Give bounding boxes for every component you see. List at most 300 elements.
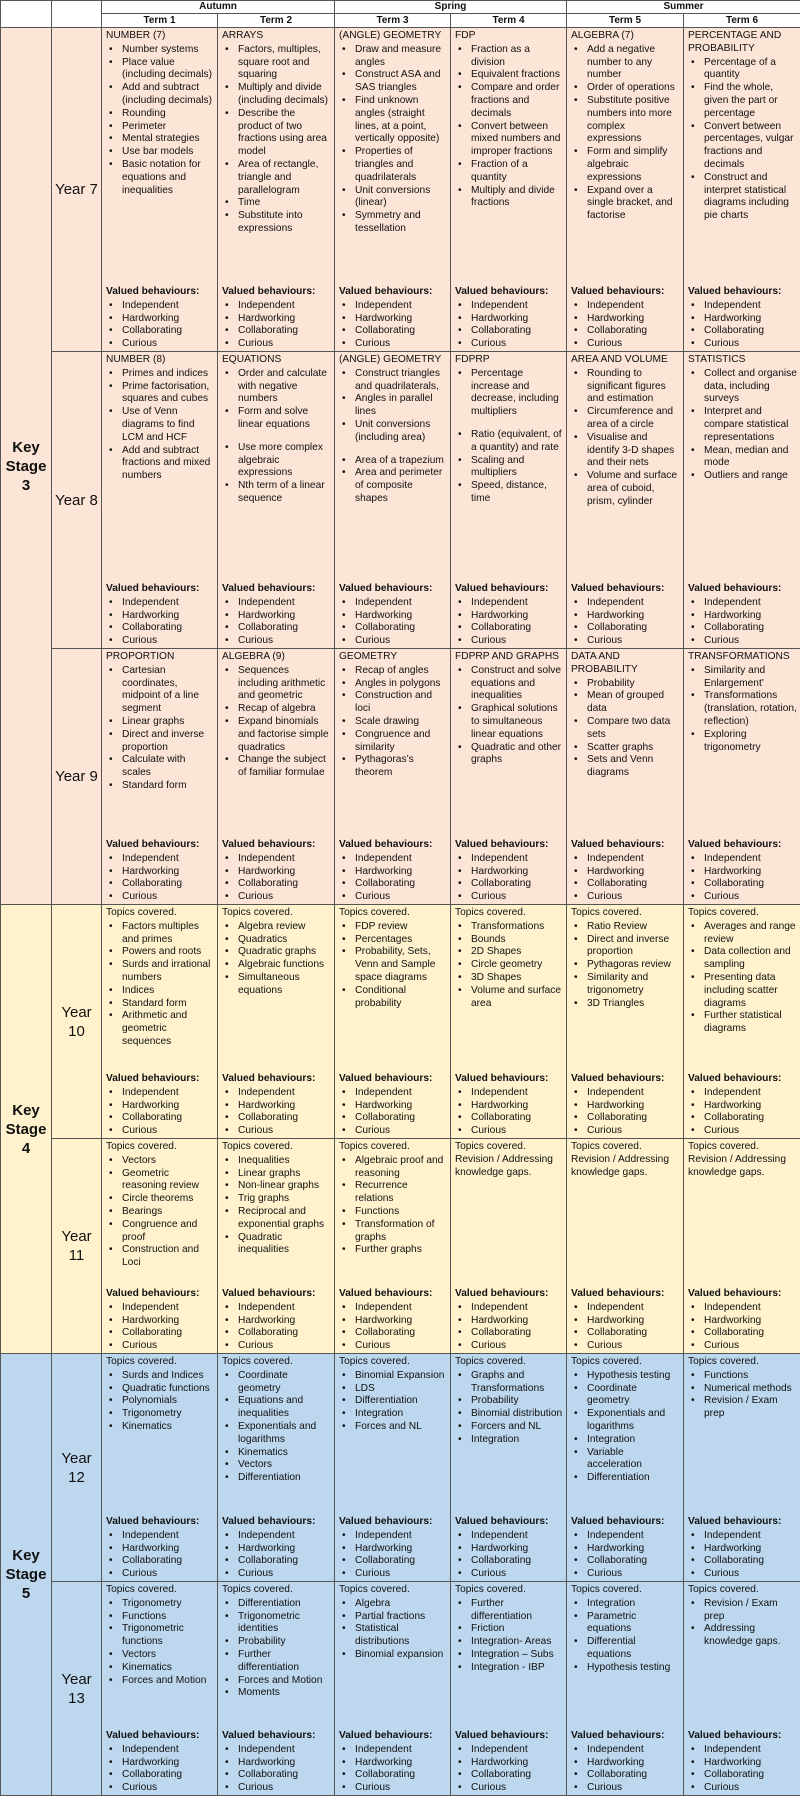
topic-list [571, 921, 680, 1011]
valued-behaviours-title: Valued behaviours: [339, 1288, 447, 1301]
valued-behaviours-list [688, 300, 797, 351]
topic-list [688, 665, 797, 755]
valued-behaviour-item: • Hardworking [471, 610, 563, 623]
topic-item: • Order of operations [587, 82, 680, 95]
topic-item: • Mean of grouped data [587, 690, 680, 716]
valued-behaviours-title: Valued behaviours: [571, 1288, 680, 1301]
valued-behaviour-item: • Collaborating [704, 1769, 797, 1782]
valued-behaviours-list [455, 1302, 563, 1353]
topic-item: • Construct ASA and SAS triangles [355, 69, 447, 95]
topic-list [339, 44, 447, 236]
valued-behaviours [106, 1516, 214, 1581]
valued-behaviour-item: • Collaborating [238, 1327, 331, 1340]
topic-item: • Recap of algebra [238, 703, 331, 716]
valued-behaviour-item: • Independent [471, 300, 563, 313]
valued-behaviours-list [455, 853, 563, 904]
valued-behaviour-item: • Curious [587, 1568, 680, 1581]
valued-behaviour-item: • Curious [122, 1125, 214, 1138]
valued-behaviours [339, 1730, 447, 1795]
topic-item: • Mental strategies [122, 133, 214, 146]
topic-item: • Basic notation for equations and inequalities [122, 159, 214, 197]
topic-list [455, 665, 563, 767]
term-cell [218, 1354, 335, 1582]
topic-item: • Symmetry and tessellation [355, 210, 447, 236]
topic-item: • Find unknown angles (straight lines, at a point, vertically opposite) [355, 95, 447, 146]
valued-behaviour-item: • Independent [587, 1530, 680, 1543]
topic-title: Topics covered. [455, 907, 563, 920]
valued-behaviours-title: Valued behaviours: [571, 1516, 680, 1529]
topic-item: • Find the whole, given the part or percentage [704, 82, 797, 120]
topic-item: • Bearings [122, 1206, 214, 1219]
topic-list [106, 44, 214, 198]
valued-behaviour-item: • Collaborating [355, 325, 447, 338]
valued-behaviour-item: • Independent [587, 597, 680, 610]
topic-item: • Revision / Exam prep [704, 1395, 797, 1421]
term-header-row [1, 14, 800, 28]
topic-title: Topics covered. [571, 907, 680, 920]
valued-behaviours-title: Valued behaviours: [688, 583, 797, 596]
topic-list [455, 1370, 563, 1447]
topic-item: • Similarity and Enlargement’ [704, 665, 797, 691]
topic-list [106, 1370, 214, 1434]
valued-behaviours-title: Valued behaviours: [106, 1073, 214, 1086]
topic-item: • Kinematics [238, 1447, 331, 1460]
valued-behaviour-item: • Hardworking [238, 1757, 331, 1770]
valued-behaviours [688, 1288, 797, 1353]
valued-behaviours [106, 839, 214, 904]
topic-item: • Recurrence relations [355, 1180, 447, 1206]
topic-item: • Rounding [122, 108, 214, 121]
valued-behaviour-item: • Hardworking [355, 1543, 447, 1556]
valued-behaviour-item: • Independent [238, 1302, 331, 1315]
valued-behaviour-item: • Collaborating [355, 1327, 447, 1340]
valued-behaviours [106, 1288, 214, 1353]
season-summer: Summer [567, 1, 800, 14]
valued-behaviours-title: Valued behaviours: [688, 1516, 797, 1529]
topic-item: • Fraction as a division [471, 44, 563, 70]
term-cell [102, 1582, 218, 1796]
valued-behaviour-item: • Collaborating [355, 1555, 447, 1568]
valued-behaviour-item: • Curious [704, 1125, 797, 1138]
valued-behaviours [106, 1073, 214, 1138]
topic-title: FDP [455, 30, 563, 43]
key-stage-label: Key Stage 4 [1, 905, 52, 1354]
topic-item: • Vectors [122, 1155, 214, 1168]
topic-item: • Indices [122, 985, 214, 998]
topic-item: • Differentiation [355, 1395, 447, 1408]
topic-item: • Equivalent fractions [471, 69, 563, 82]
valued-behaviour-item: • Curious [122, 1782, 214, 1795]
valued-behaviours [339, 839, 447, 904]
topic-list [222, 1598, 331, 1700]
topic-item: • Collect and organise data, including surveys [704, 368, 797, 406]
valued-behaviour-item: • Curious [471, 1568, 563, 1581]
topic-title: FDPRP AND GRAPHS [455, 651, 563, 664]
topic-item: • Forcers and NL [471, 1421, 563, 1434]
valued-behaviour-item: • Independent [587, 1087, 680, 1100]
topic-item: • Time [238, 197, 331, 210]
topic-item: • Trigonometric functions [122, 1623, 214, 1649]
topic-item: • FDP review [355, 921, 447, 934]
valued-behaviour-item: • Curious [238, 1782, 331, 1795]
topic-title: EQUATIONS [222, 354, 331, 367]
valued-behaviours-list [688, 1744, 797, 1795]
topic-list [106, 1598, 214, 1688]
valued-behaviour-item: • Independent [122, 1087, 214, 1100]
valued-behaviour-item: • Curious [122, 891, 214, 904]
valued-behaviour-item: • Independent [238, 853, 331, 866]
valued-behaviours [571, 839, 680, 904]
valued-behaviours-list [222, 1744, 331, 1795]
valued-behaviour-item: • Curious [355, 1340, 447, 1353]
topic-item: • Place value (including decimals) [122, 57, 214, 83]
valued-behaviours [222, 1073, 331, 1138]
topic-list [339, 368, 447, 506]
term-cell [684, 649, 800, 905]
topic-title: Topics covered. [455, 1356, 563, 1369]
term-cell [451, 352, 567, 649]
valued-behaviours [455, 583, 563, 648]
valued-behaviour-item: • Hardworking [587, 1100, 680, 1113]
term-cell [218, 352, 335, 649]
valued-behaviours-list [106, 1087, 214, 1138]
topic-item: • Differentiation [587, 1472, 680, 1485]
term-cell [218, 905, 335, 1139]
valued-behaviours-title: Valued behaviours: [455, 1730, 563, 1743]
valued-behaviours-list [455, 1744, 563, 1795]
topic-item: • Number systems [122, 44, 214, 57]
valued-behaviour-item: • Curious [355, 1568, 447, 1581]
valued-behaviour-item: • Hardworking [238, 313, 331, 326]
valued-behaviours-list [222, 1087, 331, 1138]
valued-behaviour-item: • Curious [704, 891, 797, 904]
topic-item: • Bounds [471, 934, 563, 947]
topic-title: Topics covered. Revision / Addressing knowledge gaps. [688, 1141, 797, 1179]
valued-behaviours-list [339, 1744, 447, 1795]
valued-behaviour-item: • Curious [355, 635, 447, 648]
valued-behaviours-list [339, 300, 447, 351]
topic-list [688, 368, 797, 483]
topic-item: • Friction [471, 1623, 563, 1636]
topic-item: • 3D Triangles [587, 998, 680, 1011]
valued-behaviour-item: • Hardworking [238, 1315, 331, 1328]
topic-item: • Compare two data sets [587, 716, 680, 742]
topic-item: • Vectors [122, 1649, 214, 1662]
topic-item: • Order and calculate with negative numbers [238, 368, 331, 406]
topic-item: • Hypothesis testing [587, 1370, 680, 1383]
valued-behaviour-item: • Hardworking [355, 610, 447, 623]
topic-title: PROPORTION [106, 651, 214, 664]
topic-item: • Powers and roots [122, 946, 214, 959]
topic-item: • Ratio (equivalent, of a quantity) and rate [471, 429, 563, 455]
topic-item: • Circle geometry [471, 959, 563, 972]
topic-item: • 2D Shapes [471, 946, 563, 959]
valued-behaviours [339, 286, 447, 351]
topic-list [339, 921, 447, 1011]
topic-item: • Multiply and divide (including decimals) [238, 82, 331, 108]
valued-behaviour-item: • Independent [355, 853, 447, 866]
topic-item: • Compare and order fractions and decimals [471, 82, 563, 120]
topic-list [106, 1155, 214, 1270]
valued-behaviours-title: Valued behaviours: [688, 1073, 797, 1086]
valued-behaviours-list [455, 300, 563, 351]
topic-item: • Addressing knowledge gaps. [704, 1623, 797, 1649]
valued-behaviour-item: • Collaborating [704, 1327, 797, 1340]
valued-behaviour-item: • Collaborating [122, 325, 214, 338]
topic-list [339, 665, 447, 780]
term-cell [102, 1139, 218, 1354]
term-cell [567, 905, 684, 1139]
valued-behaviours-title: Valued behaviours: [106, 1516, 214, 1529]
topic-title: Topics covered. [688, 907, 797, 920]
topic-item: • Substitute positive numbers into more complex expressions [587, 95, 680, 146]
valued-behaviours-title: Valued behaviours: [571, 583, 680, 596]
valued-behaviours-list [571, 1302, 680, 1353]
valued-behaviour-item: • Curious [238, 1568, 331, 1581]
topic-item: • Reciprocal and exponential graphs [238, 1206, 331, 1232]
topic-item: • Further differentiation [471, 1598, 563, 1624]
valued-behaviours-list [106, 1744, 214, 1795]
topic-title: ALGEBRA (9) [222, 651, 331, 664]
valued-behaviour-item: • Curious [587, 1340, 680, 1353]
valued-behaviour-item: • Independent [238, 300, 331, 313]
valued-behaviour-item: • Collaborating [122, 1555, 214, 1568]
valued-behaviours [339, 583, 447, 648]
term-cell [684, 905, 800, 1139]
topic-item: • Simultaneous equations [238, 972, 331, 998]
topic-item: • Cartesian coordinates, midpoint of a line segment [122, 665, 214, 716]
valued-behaviours-list [571, 1087, 680, 1138]
valued-behaviours-list [106, 1530, 214, 1581]
valued-behaviour-item: • Hardworking [122, 1543, 214, 1556]
valued-behaviours-list [106, 853, 214, 904]
topic-item: • Coordinate geometry [238, 1370, 331, 1396]
topic-title: Topics covered. [106, 1141, 214, 1154]
topic-item: • Unit conversions (including area) [355, 419, 447, 445]
term-cell [102, 905, 218, 1139]
topic-item: • Transformations [471, 921, 563, 934]
topic-title: Topics covered. [688, 1356, 797, 1369]
topic-item: • Quadratic graphs [238, 946, 331, 959]
valued-behaviour-item: • Collaborating [122, 1112, 214, 1125]
valued-behaviours-list [222, 300, 331, 351]
valued-behaviours-list [688, 853, 797, 904]
key-stage-label: Key Stage 5 [1, 1354, 52, 1796]
topic-item: • Exponentials and logarithms [587, 1408, 680, 1434]
valued-behaviours [455, 839, 563, 904]
valued-behaviour-item: • Independent [355, 1744, 447, 1757]
valued-behaviours [688, 1073, 797, 1138]
topic-title: TRANSFORMATIONS [688, 651, 797, 664]
valued-behaviour-item: • Collaborating [238, 1555, 331, 1568]
topic-item: • Further statistical diagrams [704, 1010, 797, 1036]
valued-behaviour-item: • Hardworking [122, 1100, 214, 1113]
valued-behaviours-title: Valued behaviours: [339, 1730, 447, 1743]
topic-title: NUMBER (8) [106, 354, 214, 367]
valued-behaviour-item: • Collaborating [471, 622, 563, 635]
valued-behaviour-item: • Collaborating [587, 878, 680, 891]
topic-item: • Volume and surface area [471, 985, 563, 1011]
topic-item: • Construction and Loci [122, 1244, 214, 1270]
topic-title: Topics covered. [688, 1584, 797, 1597]
valued-behaviour-item: • Curious [122, 338, 214, 351]
valued-behaviour-item: • Curious [471, 338, 563, 351]
valued-behaviours-title: Valued behaviours: [222, 1516, 331, 1529]
valued-behaviours-list [106, 597, 214, 648]
valued-behaviour-item: • Hardworking [355, 866, 447, 879]
valued-behaviours-title: Valued behaviours: [106, 1288, 214, 1301]
valued-behaviours [455, 1288, 563, 1353]
curriculum-body [1, 28, 800, 1796]
year-label: Year 8 [52, 352, 102, 649]
valued-behaviour-item: • Collaborating [471, 1555, 563, 1568]
topic-item: • Parametric equations [587, 1611, 680, 1637]
valued-behaviours [571, 1516, 680, 1581]
term-cell [451, 28, 567, 352]
valued-behaviours-list [106, 1302, 214, 1353]
valued-behaviour-item: • Hardworking [471, 1315, 563, 1328]
topic-item: • Calculate with scales [122, 754, 214, 780]
valued-behaviour-item: • Collaborating [587, 1555, 680, 1568]
valued-behaviours-title: Valued behaviours: [455, 1073, 563, 1086]
term-cell [102, 649, 218, 905]
topic-item: • Add and subtract fractions and mixed numbers [122, 445, 214, 483]
valued-behaviour-item: • Collaborating [355, 1769, 447, 1782]
topic-item: • Algebra review [238, 921, 331, 934]
topic-item: • Revision / Exam prep [704, 1598, 797, 1624]
valued-behaviour-item: • Collaborating [238, 622, 331, 635]
valued-behaviour-item: • Hardworking [355, 1100, 447, 1113]
valued-behaviours [222, 583, 331, 648]
corner-cell [52, 1, 102, 28]
topic-item: • Sets and Venn diagrams [587, 754, 680, 780]
term-cell [567, 649, 684, 905]
topic-item: • Add a negative number to any number [587, 44, 680, 82]
valued-behaviour-item: • Collaborating [704, 622, 797, 635]
valued-behaviours-title: Valued behaviours: [455, 286, 563, 299]
topic-item: • Transformations (translation, rotation, reflection) [704, 690, 797, 728]
valued-behaviour-item: • Collaborating [471, 1112, 563, 1125]
valued-behaviour-item: • Hardworking [238, 866, 331, 879]
topic-list [339, 1370, 447, 1434]
topic-item: • Similarity and trigonometry [587, 972, 680, 998]
topic-item: • Graphs and Transformations [471, 1370, 563, 1396]
term-3-header: Term 3 [335, 14, 451, 28]
topic-list [455, 921, 563, 1011]
topic-item: • Congruence and proof [122, 1219, 214, 1245]
valued-behaviours [222, 1516, 331, 1581]
topic-item: • Quadratic inequalities [238, 1232, 331, 1258]
topic-item: • Partial fractions [355, 1611, 447, 1624]
topic-item: • Integration [471, 1434, 563, 1447]
valued-behaviour-item: • Collaborating [122, 622, 214, 635]
topic-title: ALGEBRA (7) [571, 30, 680, 43]
valued-behaviours [688, 1516, 797, 1581]
valued-behaviours [106, 1730, 214, 1795]
topic-item: • Polynomials [122, 1395, 214, 1408]
topic-item: • Standard form [122, 780, 214, 793]
valued-behaviour-item: • Hardworking [704, 866, 797, 879]
topic-item: • Area and perimeter of composite shapes [355, 467, 447, 505]
topic-item: • Probability [238, 1636, 331, 1649]
topic-item: • Add and subtract (including decimals) [122, 82, 214, 108]
valued-behaviour-item: • Collaborating [355, 1112, 447, 1125]
topic-item: • Linear graphs [238, 1168, 331, 1181]
term-cell [102, 1354, 218, 1582]
topic-item: • Quadratic functions [122, 1383, 214, 1396]
topic-item: • Expand over a single bracket, and factorise [587, 185, 680, 223]
topic-item: • Fraction of a quantity [471, 159, 563, 185]
valued-behaviours [455, 286, 563, 351]
valued-behaviour-item: • Hardworking [704, 1315, 797, 1328]
topic-item: • Functions [122, 1611, 214, 1624]
topic-item: • Forces and Motion [238, 1675, 331, 1688]
valued-behaviour-item: • Independent [704, 300, 797, 313]
valued-behaviour-item: • Hardworking [355, 1315, 447, 1328]
topic-item: • Integration [587, 1598, 680, 1611]
valued-behaviours-title: Valued behaviours: [571, 1730, 680, 1743]
valued-behaviour-item: • Collaborating [238, 878, 331, 891]
valued-behaviour-item: • Curious [471, 1125, 563, 1138]
valued-behaviour-item: • Independent [122, 1302, 214, 1315]
term-cell [684, 1582, 800, 1796]
topic-item: • Transformation of graphs [355, 1219, 447, 1245]
topic-title: Topics covered. [571, 1584, 680, 1597]
valued-behaviours-list [688, 1302, 797, 1353]
topic-title: NUMBER (7) [106, 30, 214, 43]
valued-behaviour-item: • Curious [238, 1340, 331, 1353]
topic-item: • Multiply and divide fractions [471, 185, 563, 211]
valued-behaviours-list [455, 1087, 563, 1138]
valued-behaviours [455, 1073, 563, 1138]
topic-list [222, 665, 331, 780]
valued-behaviour-item: • Collaborating [704, 878, 797, 891]
valued-behaviours-list [571, 853, 680, 904]
valued-behaviour-item: • Hardworking [122, 313, 214, 326]
valued-behaviours-title: Valued behaviours: [455, 839, 563, 852]
topic-item: • Describe the product of two fractions using area model [238, 108, 331, 159]
year-label: Year 7 [52, 28, 102, 352]
topic-item: • Binomial Expansion [355, 1370, 447, 1383]
topic-item: • Area of rectangle, triangle and parallelogram [238, 159, 331, 197]
term-cell [451, 905, 567, 1139]
valued-behaviours [222, 1288, 331, 1353]
valued-behaviours-title: Valued behaviours: [222, 839, 331, 852]
topic-item: • Pythagoras review [587, 959, 680, 972]
topic-item: • Volume and surface area of cuboid, prism, cylinder [587, 470, 680, 508]
topic-item: • Outliers and range [704, 470, 797, 483]
valued-behaviours-list [222, 853, 331, 904]
topic-item: • Integration - IBP [471, 1662, 563, 1675]
key-stage-label: Key Stage 3 [1, 28, 52, 905]
term-cell [335, 28, 451, 352]
valued-behaviour-item: • Hardworking [587, 866, 680, 879]
topic-item: • Perimeter [122, 121, 214, 134]
valued-behaviour-item: • Independent [704, 1530, 797, 1543]
topic-item: • Use more complex algebraic expressions [238, 442, 331, 480]
topic-item: • Speed, distance, time [471, 480, 563, 506]
valued-behaviour-item: • Independent [704, 1744, 797, 1757]
valued-behaviour-item: • Collaborating [355, 622, 447, 635]
topic-item: • Change the subject of familiar formulae [238, 754, 331, 780]
topic-list [339, 1598, 447, 1662]
valued-behaviours [571, 1073, 680, 1138]
topic-item: • Angles in parallel lines [355, 393, 447, 419]
valued-behaviours [222, 286, 331, 351]
valued-behaviour-item: • Independent [122, 597, 214, 610]
valued-behaviour-item: • Independent [704, 1302, 797, 1315]
valued-behaviours-title: Valued behaviours: [339, 1516, 447, 1529]
